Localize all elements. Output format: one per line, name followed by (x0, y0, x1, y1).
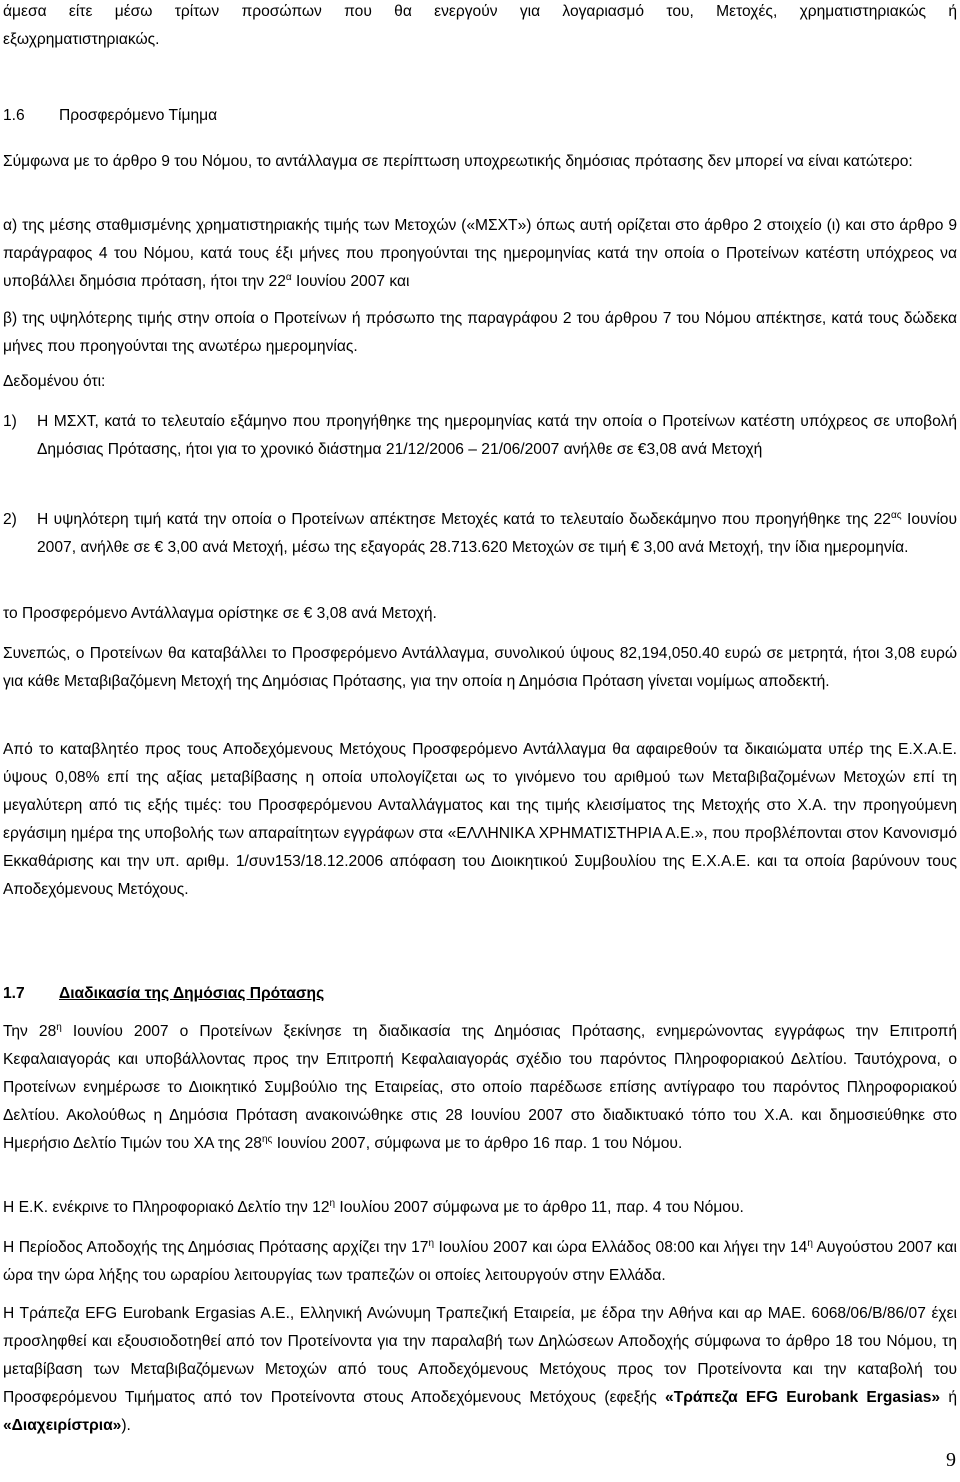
p4-mid: ή (940, 1389, 957, 1406)
p1-sup1: η (56, 1022, 62, 1033)
p3-sup2: η (807, 1238, 813, 1249)
p4-bold-manager: «Διαχειρίστρια» (3, 1417, 122, 1434)
procedure-paragraph-3 (3, 1234, 957, 1290)
p3-a: Η Περίοδος Αποδοχής της Δημόσιας Πρότασης αρχίζει την 17 (3, 1239, 429, 1256)
section-1-6-heading (3, 102, 217, 130)
section-1-7-heading (3, 980, 324, 1008)
list-item-1 (3, 408, 957, 464)
fees-paragraph: Από το καταβλητέο προς τους Αποδεχόμενους Μετόχους Προσφερόμενο Αντάλλαγμα θα αφαιρεθούν τα δικαιώματα υπέρ της Ε.Χ.Α.Ε. ύψους 0,08% επί της αξίας μεταβίβασης η οποία υπολογίζεται ως το γινόμενο του αριθμού των Μεταβιβαζομένων Μετοχών επί τη μεγαλύτερη από τις εξής τιμές: του Προσφερόμενου Ανταλλάγματος και της τιμής κλεισίματος της Μετοχής στο Χ.Α. την προηγούμενη εργάσιμη ημέρα της υποβολής των απαραίτητων εγγράφων στα «ΕΛΛΗΝΙΚΑ ΧΡΗΜΑΤΙΣΤΗΡΙΑ Α.Ε.», που προβλέπονται στον Κανονισμό Εκκαθάρισης και την υπ. αριθμ. 1/συν153/18.12.2006 απόφαση του Διοικητικού Συμβουλίου της Ε.Χ.Α.Ε. και τα οποία βαρύνουν τους Αποδεχόμενους Μετόχους. (3, 741, 957, 898)
section-number: 1.7 (3, 985, 25, 1002)
intro-line-2: εξωχρηματιστηριακώς. (3, 31, 160, 48)
p2-b: Ιουλίου 2007 σύμφωνα με το άρθρο 11, παρ. 4 του Νόμου. (335, 1199, 744, 1216)
section-number: 1.6 (3, 107, 25, 124)
clause-a-sup: α (285, 272, 292, 283)
p3-c: Αυγούστου 2007 και ώρα την ώρα λήξης του ωραρίου λειτουργίας των τραπεζών οι οποίες λειτουργούν στην Ελλάδα. (3, 1239, 957, 1284)
clause-a (3, 212, 957, 296)
list-number: 1) (3, 413, 17, 430)
section-title: Προσφερόμενο Τίμημα (59, 107, 218, 124)
consequently-paragraph: Συνεπώς, ο Προτείνων θα καταβάλλει το Προσφερόμενο Αντάλλαγμα, συνολικού ύψους 82,194,050.40 ευρώ σε μετρητά, ήτοι 3,08 ευρώ για κάθε Μεταβιβαζόμενη Μετοχή της Δημόσιας Πρότασης, για την οποία η Δημόσια Πρόταση γίνεται νομίμως αποδεκτή. (3, 645, 957, 690)
p1-c: Ιουνίου 2007, σύμφωνα με το άρθρο 16 παρ. 1 του Νόμου. (272, 1135, 683, 1152)
p4-a: Η Τράπεζα EFG Eurobank Ergasias A.E., Ελληνική Ανώνυμη Τραπεζική Εταιρεία, με έδρα την Αθήνα και αρ ΜΑΕ. 6068/06/Β/86/07 έχει προσληφθεί και εξουσιοδοτηθεί από τον Προτείνοντα για την παραλαβή των Δηλώσεων Αποδοχής σύμφωνα το άρθρο 18 του Νόμου, τη μεταβίβαση των Μεταβιβαζόμενων Μετοχών από τους Αποδεχόμενους Μετόχους προς τον Προτείνοντα και την καταβολή του Προσφερόμενου Τιμήματος από τον Προτείνοντα στους Αποδεχόμενους Μετόχους (εφεξής (3, 1305, 957, 1406)
page-number: 9 (946, 1449, 956, 1471)
p2-a: Η Ε.Κ. ενέκρινε το Πληροφοριακό Δελτίο την 12 (3, 1199, 330, 1216)
intro-paragraph (3, 0, 957, 54)
clause-a-text: α) της μέσης σταθμισμένης χρηματιστηριακής τιμής των Μετοχών («ΜΣΧΤ») όπως αυτή ορίζεται στο άρθρο 2 στοιχείο (ι) και στο άρθρο 9 παράγραφος 4 του Νόμου, κατά τους έξι μήνες που προηγούνται της ημερομηνίας κατά την οποία ο Προτείνων κατέστη υπόχρεος να υποβάλλει δημόσια πρόταση, ήτοι την 22 (3, 217, 957, 290)
procedure-paragraph-1 (3, 1018, 957, 1158)
list-item-2 (3, 506, 957, 562)
list-text (37, 506, 957, 562)
section-title: Διαδικασία της Δημόσιας Πρότασης (59, 985, 325, 1002)
list-text-a: Η υψηλότερη τιμή κατά την οποία ο Προτείνων απέκτησε Μετοχές κατά το τελευταίο δωδεκάμηνο που προηγήθηκε της 22 (37, 511, 891, 528)
clause-a-end: Ιουνίου 2007 και (291, 273, 410, 290)
p4-end: ). (121, 1417, 131, 1434)
intro-line-1: άμεσα είτε μέσω τρίτων προσώπων που θα ενεργούν για λογαριασμό του, Μετοχές, χρηματιστηριακώς ή (3, 3, 957, 20)
p1-sup2: ης (261, 1134, 273, 1145)
procedure-paragraph-4 (3, 1300, 957, 1440)
p1-a: Την 28 (3, 1023, 57, 1040)
section-1-6-intro: Σύμφωνα με το άρθρο 9 του Νόμου, το αντάλλαγμα σε περίπτωση υποχρεωτικής δημόσιας πρότασης δεν μπορεί να είναι κατώτερο: (3, 153, 913, 170)
p2-sup: η (329, 1198, 336, 1209)
p1-b: Ιουνίου 2007 ο Προτείνων ξεκίνησε τη διαδικασία της Δημόσιας Πρότασης, ενημερώνοντας εγγράφως την Επιτροπή Κεφαλαιαγοράς και υποβάλλοντας προς την Επιτροπή Κεφαλαιαγοράς σχέδιο του παρόντος Πληροφοριακού Δελτίου. Ταυτόχρονα, ο Προτείνων ενημέρωσε το Διοικητικό Συμβούλιο της Εταιρείας, στο οποίο παρέδωσε επίσης αντίγραφο του παρόντος Πληροφοριακού Δελτίου. Ακολούθως η Δημόσια Πρόταση ανακοινώθηκε στις 28 Ιουνίου 2007 στο διαδικτυακό τόπο του Χ.Α. και δημοσιεύθηκε στο Ημερήσιο Δελτίο Τιμών του ΧΑ της 28 (3, 1023, 957, 1152)
set-price-paragraph: το Προσφερόμενο Αντάλλαγμα ορίστηκε σε € 3,08 ανά Μετοχή. (3, 605, 437, 622)
list-text: Η ΜΣΧΤ, κατά το τελευταίο εξάμηνο που προηγήθηκε της ημερομηνίας κατά την οποία ο Προτείνων κατέστη υπόχρεος σε υποβολή Δημόσιας Πρότασης, ήτοι για το χρονικό διάστημα 21/12/2006 – 21/06/2007 ανήλθε σε €3,08 ανά Μετοχή (37, 413, 957, 458)
p3-sup1: η (428, 1238, 435, 1249)
clause-b: β) της υψηλότερης τιμής στην οποία ο Προτείνων ή πρόσωπο της παραγράφου 2 του άρθρου 7 του Νόμου απέκτησε, κατά τους δώδεκα μήνες που προηγούνται της ανωτέρω ημερομηνίας. (3, 310, 957, 355)
given-label: Δεδομένου ότι: (3, 373, 106, 390)
list-number: 2) (3, 511, 17, 528)
p4-bold-bank: «Τράπεζα EFG Eurobank Ergasias» (665, 1389, 941, 1406)
p3-b: Ιουλίου 2007 και ώρα Ελλάδος 08:00 και λήγει την 14 (434, 1239, 808, 1256)
list-text-b: Ιουνίου 2007, ανήλθε σε € 3,00 ανά Μετοχή, μέσω της εξαγοράς 28.713.620 Μετοχών σε τιμή € 3,00 ανά Μετοχή, την ίδια ημερομηνία. (37, 511, 957, 556)
procedure-paragraph-2 (3, 1194, 957, 1222)
list-sup: ας (890, 510, 902, 521)
